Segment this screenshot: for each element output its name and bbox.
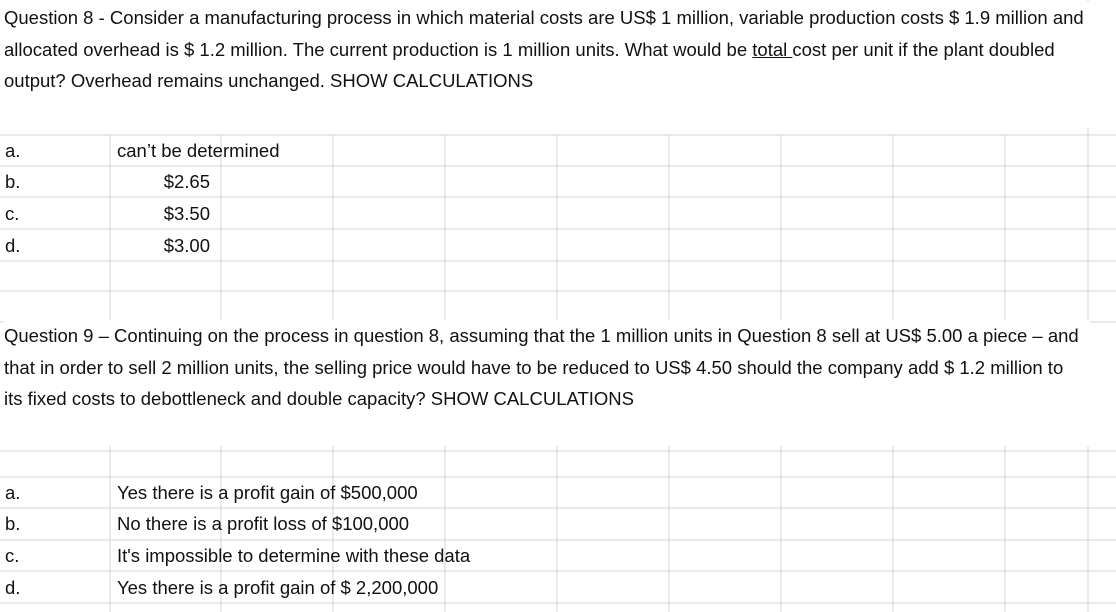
- q9-option-c-label[interactable]: c.: [5, 545, 20, 566]
- question-8-text[interactable]: [4, 2, 1090, 128]
- q8-option-d-label[interactable]: d.: [5, 235, 21, 256]
- q8-option-b-answer[interactable]: $2.65: [163, 171, 210, 192]
- q9-option-d-answer[interactable]: Yes there is a profit gain of $ 2,200,000: [117, 577, 439, 598]
- q9-option-a-answer[interactable]: Yes there is a profit gain of $500,000: [117, 482, 418, 503]
- q8-option-c-answer[interactable]: $3.50: [163, 203, 210, 224]
- q9-option-a-label[interactable]: a.: [5, 482, 21, 503]
- question-8-text-part-2: cost per unit if the plant doubled output? Overhead remains unchanged. SHOW CALCULATIONS: [4, 38, 1055, 91]
- question-8-underlined-word: total: [752, 38, 793, 60]
- q9-option-c-answer[interactable]: It's impossible to determine with these data: [117, 545, 471, 566]
- question-8-text-part-1: Question 8 - Consider a manufacturing process in which material costs are US$ 1 million, variable production costs $ 1.9 million and allocated overhead is $ 1.2 million. The current production is 1 million units. What would be: [4, 7, 1084, 60]
- q8-option-a-answer[interactable]: can’t be determined: [117, 140, 280, 161]
- q8-option-a-label[interactable]: a.: [5, 140, 21, 161]
- q9-option-b-answer[interactable]: No there is a profit loss of $100,000: [117, 513, 410, 534]
- q9-option-b-label[interactable]: b.: [5, 513, 21, 534]
- q8-option-c-label[interactable]: c.: [5, 203, 20, 224]
- q8-option-b-label[interactable]: b.: [5, 171, 21, 192]
- question-9-text[interactable]: Question 9 – Continuing on the process in question 8, assuming that the 1 million units in Question 8 sell at US$ 5.00 a piece – and that in order to sell 2 million units, the selling price would have to be reduced to US$ 4.50 should the company add $ 1.2 million to its fixed costs to debottleneck and double capacity? SHOW CALCULATIONS: [4, 320, 1090, 446]
- q9-option-d-label[interactable]: d.: [5, 577, 21, 598]
- q8-option-d-answer[interactable]: $3.00: [163, 235, 210, 256]
